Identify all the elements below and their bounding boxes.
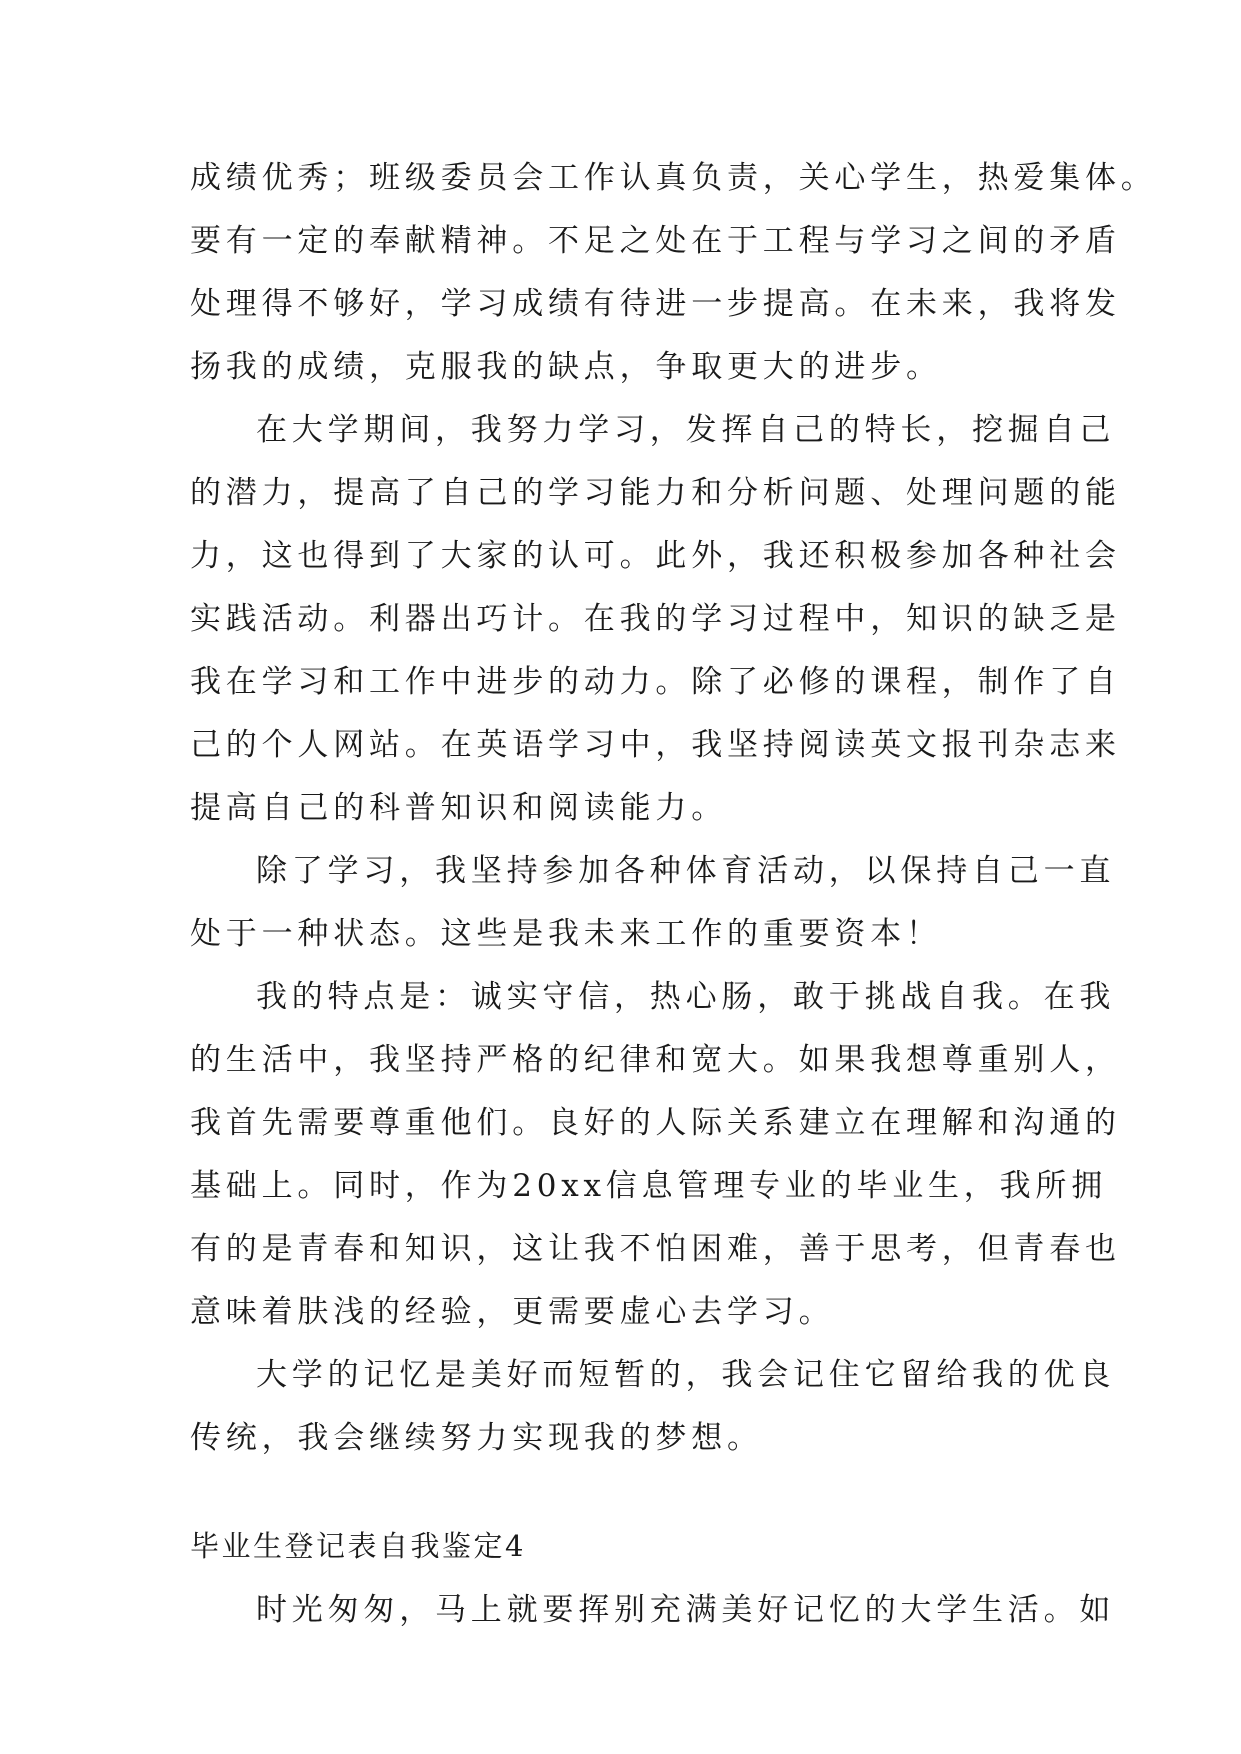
paragraph-line: 处于一种状态。这些是我未来工作的重要资本！	[190, 916, 942, 952]
paragraph-line: 时光匆匆，马上就要挥别充满美好记忆的大学生活。如	[256, 1592, 1116, 1628]
paragraph-line: 扬我的成绩，克服我的缺点，争取更大的进步。	[190, 349, 942, 385]
section-heading: 毕业生登记表自我鉴定4	[190, 1529, 526, 1563]
paragraph-line: 在大学期间，我努力学习，发挥自己的特长，挖掘自己	[256, 412, 1116, 448]
paragraph-line: 除了学习，我坚持参加各种体育活动，以保持自己一直	[256, 853, 1116, 889]
paragraph-line: 力，这也得到了大家的认可。此外，我还积极参加各种社会	[190, 538, 1121, 574]
paragraph-line: 基础上。同时，作为20xx信息管理专业的毕业生，我所拥	[190, 1168, 1108, 1204]
paragraph-line: 提高自己的科普知识和阅读能力。	[190, 790, 727, 826]
paragraph-line: 我在学习和工作中进步的动力。除了必修的课程，制作了自	[190, 664, 1121, 700]
paragraph-line: 大学的记忆是美好而短暂的，我会记住它留给我的优良	[256, 1357, 1116, 1393]
paragraph-line: 传统，我会继续努力实现我的梦想。	[190, 1420, 763, 1456]
paragraph-line: 的生活中，我坚持严格的纪律和宽大。如果我想尊重别人，	[190, 1042, 1121, 1078]
paragraph-line: 的潜力，提高了自己的学习能力和分析问题、处理问题的能	[190, 475, 1121, 511]
paragraph-line: 意味着肤浅的经验，更需要虚心去学习。	[190, 1294, 835, 1330]
paragraph-line: 处理得不够好，学习成绩有待进一步提高。在未来，我将发	[190, 286, 1121, 322]
paragraph-line: 有的是青春和知识，这让我不怕困难，善于思考，但青春也	[190, 1231, 1121, 1267]
paragraph-line: 实践活动。利器出巧计。在我的学习过程中，知识的缺乏是	[190, 601, 1121, 637]
paragraph-line: 我首先需要尊重他们。良好的人际关系建立在理解和沟通的	[190, 1105, 1121, 1141]
paragraph-line: 己的个人网站。在英语学习中，我坚持阅读英文报刊杂志来	[190, 727, 1121, 763]
paragraph-line: 要有一定的奉献精神。不足之处在于工程与学习之间的矛盾	[190, 223, 1121, 259]
paragraph-line: 成绩优秀；班级委员会工作认真负责，关心学生，热爱集体。	[190, 160, 1157, 196]
paragraph-line: 我的特点是：诚实守信，热心肠，敢于挑战自我。在我	[256, 979, 1116, 1015]
